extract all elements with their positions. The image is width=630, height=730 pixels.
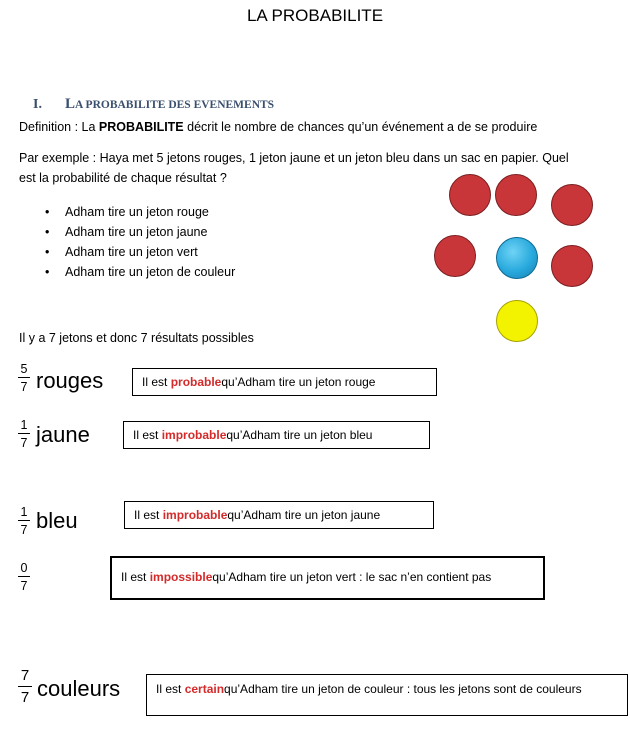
outcome-sentence-box [110, 556, 545, 600]
outcome-sentence-box [123, 421, 430, 449]
definition [19, 120, 537, 134]
example-line-1: Par exemple : Haya met 5 jetons rouges, 1 jeton jaune et un jeton bleu dans un sac en papier. Quel [19, 151, 569, 165]
red-chip [449, 174, 491, 216]
outcome-sentence-box [132, 368, 437, 396]
sentence-end: qu’Adham tire un jeton rouge [221, 375, 376, 389]
fraction-numerator: 1 [18, 505, 30, 521]
red-chip [495, 174, 537, 216]
fraction-numerator: 1 [18, 418, 30, 434]
sentence-start: Il est [133, 428, 159, 442]
fraction [18, 667, 32, 707]
fraction-numerator: 7 [18, 667, 32, 687]
fraction-denominator: 7 [20, 579, 28, 593]
outcome-bullet-list [19, 204, 235, 284]
red-chip [434, 235, 476, 277]
sentence-start: Il est [121, 570, 147, 584]
definition-term: PROBABILITE [98, 120, 184, 134]
section-heading-initial: L [65, 96, 76, 112]
example-line-2: est la probabilité de chaque résultat ? [19, 171, 227, 185]
results-count: Il y a 7 jetons et donc 7 résultats possibles [19, 331, 254, 345]
fraction-denominator: 7 [20, 436, 28, 450]
outcome-sentence-box [146, 674, 628, 716]
sentence-end: qu’Adham tire un jeton vert : le sac n’en contient pas [212, 570, 492, 584]
sentence-start: Il est [134, 508, 160, 522]
outcome-sentence-box [124, 501, 434, 529]
definition-suffix: décrit le nombre de chances qu’un événement a de se produire [183, 120, 538, 134]
sentence-start: Il est [156, 682, 182, 696]
probability-keyword: improbable [162, 508, 228, 522]
fraction [18, 505, 30, 537]
outcome-label: rouges [36, 368, 104, 393]
sentence-end: qu’Adham tire un jeton jaune [227, 508, 381, 522]
probability-keyword: probable [170, 375, 222, 389]
probability-keyword: impossible [149, 570, 213, 584]
red-chip [551, 245, 593, 287]
list-item: • Adham tire un jeton rouge [19, 204, 235, 224]
section-number: I. [33, 97, 42, 112]
sentence-end: qu’Adham tire un jeton de couleur : tous les jetons sont de couleurs [224, 682, 582, 696]
probability-keyword: improbable [161, 428, 227, 442]
outcome-label: couleurs [37, 676, 121, 701]
fraction-numerator: 5 [18, 362, 30, 378]
section-heading [33, 96, 274, 113]
fraction-denominator: 7 [20, 689, 30, 706]
list-item: • Adham tire un jeton de couleur [19, 264, 235, 284]
list-item: • Adham tire un jeton vert [19, 244, 235, 264]
fraction [18, 362, 30, 394]
red-chip [551, 184, 593, 226]
fraction [18, 561, 30, 593]
sentence-end: qu’Adham tire un jeton bleu [226, 428, 373, 442]
page-title: LA PROBABILITE [246, 6, 384, 25]
fraction [18, 418, 30, 450]
yellow-chip [496, 300, 538, 342]
fraction-denominator: 7 [20, 380, 28, 394]
list-item: • Adham tire un jeton jaune [19, 224, 235, 244]
fraction-denominator: 7 [20, 523, 28, 537]
definition-prefix: Definition : La [19, 120, 99, 134]
blue-chip [496, 237, 538, 279]
outcome-label: bleu [36, 508, 78, 533]
section-heading-rest: A PROBABILITE DES EVENEMENTS [75, 99, 275, 111]
outcome-label: jaune [36, 422, 90, 447]
probability-keyword: certain [184, 682, 225, 696]
fraction-numerator: 0 [18, 561, 30, 577]
sentence-start: Il est [142, 375, 168, 389]
